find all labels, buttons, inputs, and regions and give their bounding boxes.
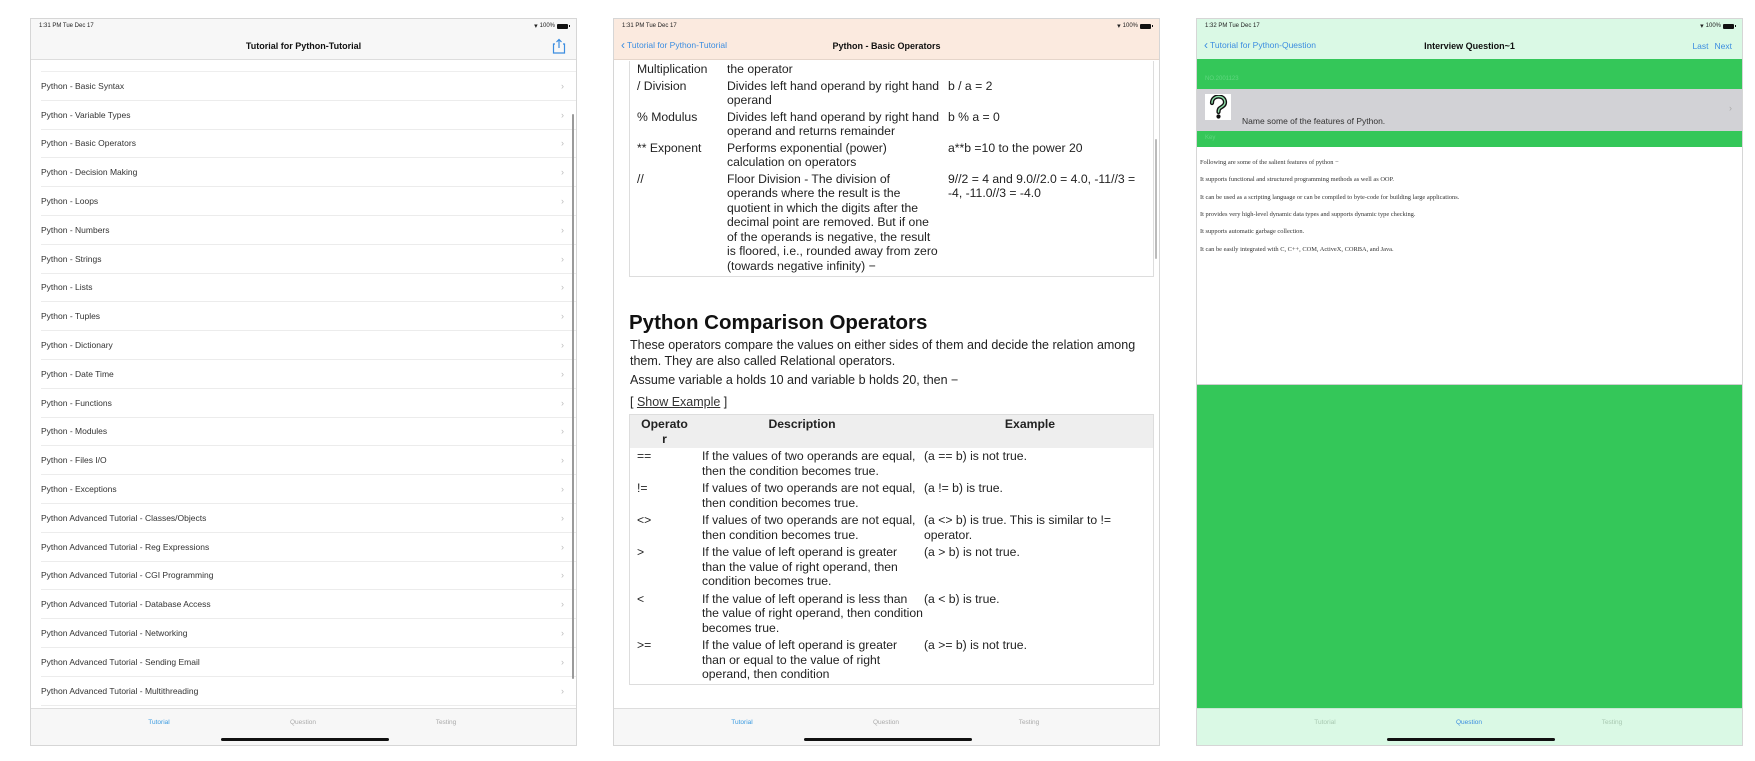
answer-line: Following are some of the salient features of python −: [1200, 159, 1339, 166]
next-button[interactable]: Next: [1714, 41, 1732, 51]
list-item-label: Python - Loops: [41, 196, 99, 207]
list-item-label: Python Advanced Tutorial - Sending Email: [41, 656, 200, 667]
answer-line: It provides very high-level dynamic data types and supports dynamic type checking.: [1200, 210, 1416, 218]
answer-header: [1197, 131, 1742, 147]
chevron-right-icon: ›: [561, 196, 564, 207]
battery-percent: 100%: [1122, 23, 1138, 29]
list-item[interactable]: [41, 158, 576, 187]
list-item-label: Python Advanced Tutorial - Classes/Objects: [41, 512, 207, 523]
description-cell: If values of two operands are not equal, then condition becomes true.: [702, 513, 916, 542]
wifi-icon: ▾: [534, 23, 538, 30]
status-bar: [1197, 19, 1742, 35]
table-row: [630, 544, 1153, 591]
description-cell: If the value of left operand is greater than the value of right operand, then condition becomes true.: [702, 545, 898, 588]
table-row: [630, 78, 1153, 109]
table-row: [630, 140, 1153, 171]
list-item-label: Python - Numbers: [41, 224, 110, 235]
operator-cell: //: [637, 171, 644, 186]
chevron-right-icon: ›: [561, 426, 564, 437]
operator-cell: <>: [637, 513, 652, 527]
tab-bar: [1197, 708, 1742, 745]
tab-testing[interactable]: Testing: [1018, 719, 1040, 726]
back-button[interactable]: [1204, 40, 1316, 50]
list-item-label: Python - Dictionary: [41, 340, 113, 351]
answer-content: [1197, 147, 1742, 384]
description-cell: Performs exponential (power) calculation on operators: [727, 140, 887, 169]
list-item[interactable]: [41, 677, 576, 706]
chevron-right-icon: ›: [561, 628, 564, 639]
example-cell: [942, 62, 1153, 77]
list-item-label: Python - Lists: [41, 282, 93, 293]
list-item-label: Python - Decision Making: [41, 167, 138, 178]
navigation-bar: [1197, 19, 1742, 60]
list-item-label: Python Advanced Tutorial - Reg Expressions: [41, 541, 210, 552]
nav-title: Tutorial for Python-Tutorial: [245, 41, 362, 51]
list-item[interactable]: [41, 590, 576, 619]
last-button[interactable]: Last: [1692, 41, 1709, 51]
battery-icon: [1723, 24, 1734, 29]
battery-icon: [1140, 24, 1151, 29]
header-operator: Operato r: [641, 417, 688, 446]
list-item-label: Python - Modules: [41, 426, 108, 437]
description-cell: Divides left hand operand by right hand operand and returns remainder: [727, 109, 940, 138]
battery-percent: 100%: [1705, 23, 1721, 29]
list-item[interactable]: [41, 101, 576, 130]
tab-testing[interactable]: Testing: [1601, 719, 1623, 726]
example-cell: (a <> b) is true. This is similar to != operator.: [924, 513, 1112, 542]
status-bar: [31, 19, 576, 35]
chevron-right-icon: ›: [561, 167, 564, 178]
table-row: [630, 591, 1153, 638]
tab-bar: [31, 708, 576, 745]
description-cell: the operator: [727, 62, 793, 76]
list-item-label: Python - Basic Syntax: [41, 80, 125, 91]
chevron-right-icon: ›: [561, 455, 564, 466]
operator-cell: !=: [637, 481, 648, 495]
tutorial-list-screen: [30, 18, 577, 746]
operator-cell: / Division: [637, 78, 687, 93]
status-time: 1:32 PM Tue Dec 17: [1205, 23, 1260, 29]
list-item-label: Python - Tuples: [41, 311, 101, 322]
answer-line: It can be easily integrated with C, C++, COM, ActiveX, CORBA, and Java.: [1200, 245, 1394, 253]
table-row: [630, 637, 1153, 684]
scrollbar[interactable]: [572, 114, 574, 679]
tutorial-list[interactable]: [31, 59, 576, 709]
example-cell: (a > b) is not true.: [924, 545, 1020, 559]
list-item[interactable]: [41, 389, 576, 418]
table-row: [630, 109, 1153, 140]
list-item[interactable]: [41, 216, 576, 245]
chevron-right-icon: ›: [561, 340, 564, 351]
question-number: NO.2001123: [1205, 76, 1239, 82]
list-item-label: Python - Date Time: [41, 368, 114, 379]
bracket-open: [: [630, 395, 637, 409]
home-indicator[interactable]: [1387, 738, 1555, 741]
wifi-icon: ▾: [1117, 23, 1121, 30]
operator-cell: <: [637, 591, 645, 606]
status-right: [1700, 22, 1734, 30]
operator-cell: >=: [637, 638, 652, 652]
example-cell: (a != b) is true.: [924, 481, 1003, 495]
comparison-operators-table: [629, 414, 1154, 685]
answer-line: It supports functional and structured programming methods as well as OOP.: [1200, 176, 1394, 184]
list-item-label: Python Advanced Tutorial - Networking: [41, 628, 188, 639]
description-cell: If the value of left operand is less than the value of right operand, then condition becomes true.: [702, 591, 923, 635]
example-cell: b % a = 0: [948, 109, 1000, 124]
operator-cell: % Modulus: [637, 109, 698, 124]
description-cell: Divides left hand operand by right hand operand: [727, 78, 940, 107]
operator-cell: Multiplication: [637, 62, 708, 76]
show-example-link[interactable]: Show Example: [636, 395, 721, 409]
battery-icon: [557, 24, 568, 29]
list-item[interactable]: [41, 245, 576, 274]
example-cell: a**b =10 to the power 20: [948, 140, 1083, 155]
answer-line: It supports automatic garbage collection.: [1200, 228, 1305, 236]
back-label: Tutorial for Python-Question: [1210, 40, 1316, 50]
list-item[interactable]: [41, 72, 576, 101]
list-item[interactable]: [41, 274, 576, 303]
list-item-label: Python Advanced Tutorial - Multithreading: [41, 685, 199, 696]
list-item-label: Python - Variable Types: [41, 109, 131, 120]
chevron-right-icon: ›: [561, 109, 564, 120]
tab-question[interactable]: Question: [1455, 719, 1483, 726]
list-item[interactable]: [41, 418, 576, 447]
article-content[interactable]: [614, 59, 1159, 709]
list-item[interactable]: [41, 504, 576, 533]
description-cell: If values of two operands are not equal, then condition becomes true.: [702, 481, 916, 510]
chevron-left-icon: ‹: [1204, 38, 1208, 52]
back-label: Tutorial for Python-Tutorial: [627, 40, 727, 50]
list-item-label: Python - Exceptions: [41, 484, 117, 495]
example-cell: (a < b) is true.: [924, 591, 1000, 606]
chevron-right-icon: ›: [561, 368, 564, 379]
tab-tutorial[interactable]: Tutorial: [1314, 719, 1336, 726]
example-cell: (a >= b) is not true.: [924, 638, 1027, 652]
chevron-right-icon: ›: [561, 541, 564, 552]
header-example: Example: [1004, 417, 1056, 431]
table-row: [630, 171, 1153, 275]
example-cell: 9//2 = 4 and 9.0//2.0 = 4.0, -11//3 = -4, -11.0//3 = -4.0: [948, 171, 1136, 200]
status-right: [534, 22, 568, 30]
list-item[interactable]: [41, 130, 576, 159]
status-bar: [614, 19, 1159, 35]
description-cell: Floor Division - The division of operands where the result is the quotient in which the digits after the decimal point are removed. But if one of the operands is negative, the result is floored, i.e., rounded away from zero (towards negative infinity) −: [727, 171, 938, 273]
question-header: [1197, 59, 1742, 89]
tab-tutorial[interactable]: Tutorial: [148, 719, 170, 726]
description-cell: If the values of two operands are equal, then the condition becomes true.: [702, 449, 916, 478]
list-item-label: Python Advanced Tutorial - CGI Programming: [41, 570, 214, 581]
list-item[interactable]: [41, 475, 576, 504]
list-item[interactable]: [41, 360, 576, 389]
operator-cell: ==: [637, 449, 652, 463]
chevron-right-icon: ›: [561, 311, 564, 322]
navigation-bar: [614, 19, 1159, 60]
list-item-label: Python - Strings: [41, 253, 102, 264]
status-time: 1:31 PM Tue Dec 17: [622, 23, 677, 29]
list-item[interactable]: [41, 648, 576, 677]
operator-cell: ** Exponent: [637, 140, 702, 155]
tab-bar: [614, 708, 1159, 745]
table-row: [630, 61, 1153, 78]
table-row: [630, 448, 1153, 480]
nav-title: Python - Basic Operators: [832, 41, 941, 51]
home-indicator[interactable]: [221, 738, 389, 741]
intro-paragraph: These operators compare the values on either sides of them and decide the relation among them. They are also called Relational operators.: [630, 338, 1136, 368]
answer-line: It can be used as a scripting language or can be compiled to byte-code for building large applications.: [1200, 193, 1460, 201]
assumption-paragraph: Assume variable a holds 10 and variable b holds 20, then −: [630, 373, 959, 387]
navigation-bar: [31, 19, 576, 60]
table-row: [630, 512, 1153, 544]
list-item-label: Python - Files I/O: [41, 455, 107, 466]
list-item[interactable]: [41, 562, 576, 591]
arithmetic-operators-table: [629, 61, 1154, 277]
chevron-right-icon: ›: [561, 224, 564, 235]
list-item-label: Python Advanced Tutorial - Database Access: [41, 599, 211, 610]
chevron-right-icon: ›: [561, 282, 564, 293]
chevron-right-icon: ›: [1729, 103, 1732, 113]
description-cell: If the value of left operand is greater than or equal to the value of right operand, then condition: [702, 638, 898, 681]
nav-right-buttons: [1692, 41, 1732, 51]
list-item-label: Python - Functions: [41, 397, 112, 408]
battery-percent: 100%: [539, 23, 555, 29]
chevron-right-icon: ›: [561, 80, 564, 91]
list-item[interactable]: [41, 533, 576, 562]
question-row[interactable]: [1197, 89, 1742, 131]
section-title: Python Comparison Operators: [629, 311, 928, 334]
scrollbar[interactable]: [1155, 139, 1157, 259]
chevron-left-icon: ‹: [621, 38, 625, 52]
chevron-right-icon: ›: [561, 253, 564, 264]
back-button[interactable]: [621, 40, 727, 50]
show-example-line: [630, 395, 1150, 411]
chevron-right-icon: ›: [561, 484, 564, 495]
question-mark-icon: [1205, 94, 1231, 120]
list-item[interactable]: [41, 619, 576, 648]
tab-testing[interactable]: Testing: [435, 719, 457, 726]
share-icon[interactable]: [552, 38, 566, 54]
status-time: 1:31 PM Tue Dec 17: [39, 23, 94, 29]
chevron-right-icon: ›: [561, 512, 564, 523]
table-row: [630, 480, 1153, 512]
list-item[interactable]: [41, 187, 576, 216]
example-cell: b / a = 2: [948, 78, 993, 93]
chevron-right-icon: ›: [561, 685, 564, 696]
empty-green-area: [1197, 384, 1742, 709]
example-cell: (a == b) is not true.: [924, 449, 1027, 463]
tab-tutorial[interactable]: Tutorial: [731, 719, 753, 726]
nav-title: Interview Question~1: [1424, 41, 1515, 51]
wifi-icon: ▾: [1700, 23, 1704, 30]
chevron-right-icon: ›: [561, 138, 564, 149]
table-header: [630, 415, 1153, 448]
interview-question-screen: [1196, 18, 1743, 746]
list-item[interactable]: [41, 446, 576, 475]
bracket-close: ]: [720, 395, 728, 409]
list-item[interactable]: [41, 302, 576, 331]
key-label: Key: [1205, 135, 1216, 141]
list-item-label: Python - Basic Operators: [41, 138, 136, 149]
tab-question[interactable]: Question: [872, 719, 900, 726]
operator-cell: >: [637, 545, 645, 559]
chevron-right-icon: ›: [561, 599, 564, 610]
list-item[interactable]: [41, 331, 576, 360]
chevron-right-icon: ›: [561, 570, 564, 581]
article-screen: [613, 18, 1160, 746]
chevron-right-icon: ›: [561, 397, 564, 408]
tab-question[interactable]: Question: [289, 719, 317, 726]
question-text: Name some of the features of Python.: [1242, 116, 1386, 126]
header-description: Description: [768, 417, 836, 431]
home-indicator[interactable]: [804, 738, 972, 741]
chevron-right-icon: ›: [561, 656, 564, 667]
status-right: [1117, 22, 1151, 30]
